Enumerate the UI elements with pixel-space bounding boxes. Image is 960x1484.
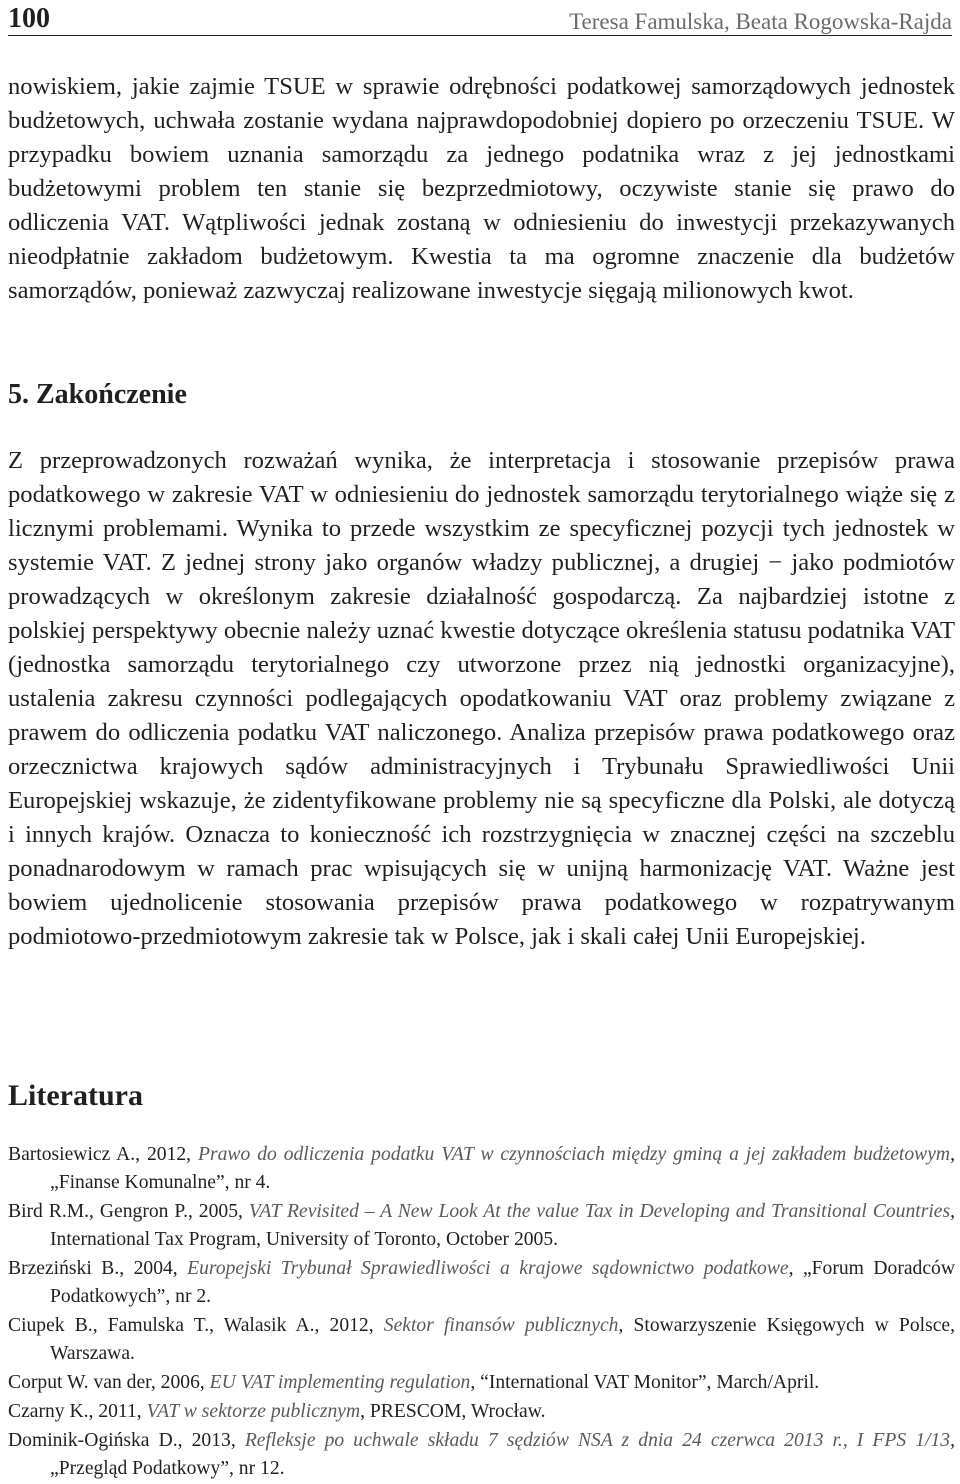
body-paragraph-1: nowiskiem, jakie zajmie TSUE w sprawie odrębności podatkowej samorządowych jednostek budżetowych, uchwała zostanie wydana najprawdopodobniej dopiero po orzeczeniu TSUE. W przypadku bowiem uznania samorządu za jednego podatnika wraz z jej jednostkami budżetowymi problem ten stanie się bezprzedmiotowy, oczywiste stanie się prawo do odliczenia VAT. Wątpliwości jednak zostaną w odniesieniu do inwestycji przekazywanych nieodpłatnie zakładom budżetowym. Kwestia ta ma ogromne znaczenie dla budżetów samorządów, ponieważ zazwyczaj realizowane inwestycje sięgają milionowych kwot. [8, 73, 955, 304]
reference-title: Refleksje po uchwale składu 7 sędziów NSA z dnia 24 czerwca 2013 r., I FPS 1/13 [244, 1430, 951, 1451]
section-heading-literature: Literatura [8, 1079, 143, 1112]
reference-author: Ciupek B., Famulska T., Walasik A., 2012, [8, 1315, 384, 1336]
reference-details: , “International VAT Monitor”, March/April. [470, 1372, 820, 1393]
running-head: Teresa Famulska, Beata Rogowska-Rajda [569, 9, 952, 34]
reference-author: Brzeziński B., 2004, [8, 1258, 188, 1279]
reference-item [8, 1198, 955, 1254]
reference-title: Sektor finansów publicznych [383, 1315, 619, 1336]
reference-details: , PRESCOM, Wrocław. [360, 1401, 546, 1422]
section-heading-conclusion: 5. Zakończenie [8, 379, 187, 410]
page-header [8, 0, 952, 36]
reference-title: VAT w sektorze publicznym [146, 1401, 361, 1422]
reference-item [8, 1255, 955, 1311]
reference-item [8, 1312, 955, 1368]
reference-title: VAT Revisited – A New Look At the value Tax in Developing and Transitional Countries [248, 1201, 951, 1222]
reference-author: Dominik-Ogińska D., 2013, [8, 1430, 245, 1451]
body-paragraph-2: Z przeprowadzonych rozważań wynika, że interpretacja i stosowanie przepisów prawa podatkowego w zakresie VAT w odniesieniu do jednostek samorządu terytorialnego wiąże się z licznymi problemami. Wynika to przede wszystkim ze specyficznej pozycji tych jednostek w systemie VAT. Z jednej strony jako organów władzy publicznej, a drugiej − jako podmiotów prowadzących w określonym zakresie działalność gospodarczą. Za najbardziej istotne z polskiej perspektywy obecnie należy uznać kwestie dotyczące określenia statusu podatnika VAT (jednostka samorządu terytorialnego czy utworzone przez nią jednostki organizacyjne), ustalenia zakresu czynności podlegających opodatkowaniu VAT oraz problemy związane z prawem do odliczenia podatku VAT naliczonego. Analiza przepisów prawa podatkowego oraz orzecznictwa krajowych sądów administracyjnych i Trybunału Sprawiedliwości Unii Europejskiej wskazuje, że zidentyfikowane problemy nie są specyficzne dla Polski, ale dotyczą i innych krajów. Oznacza to konieczność ich rozstrzygnięcia w znacznej części na szczeblu ponadnarodowym w ramach prac wpisujących się w unijną harmonizację VAT. Ważne jest bowiem ujednolicenie stosowania przepisów prawa podatkowego w rozpatrywanym podmiotowo-przedmiotowym zakresie tak w Polsce, jak i skali całej Unii Europejskiej. [8, 447, 956, 950]
reference-details: , „Finanse Komunalne”, nr 4. [50, 1144, 955, 1193]
reference-title: Europejski Trybunał Sprawiedliwości a krajowe sądownictwo podatkowe [187, 1258, 789, 1279]
reference-details: , „Przegląd Podatkowy”, nr 12. [50, 1430, 955, 1479]
reference-item [8, 1141, 955, 1197]
page-number: 100 [8, 3, 50, 34]
reference-title: EU VAT implementing regulation [209, 1372, 471, 1393]
reference-author: Czarny K., 2011, [8, 1401, 147, 1422]
reference-item [8, 1398, 955, 1426]
reference-title: Prawo do odliczenia podatku VAT w czynnościach między gminą a jej zakładem budżetowym [198, 1144, 951, 1165]
reference-details: , International Tax Program, University of Toronto, October 2005. [50, 1201, 955, 1250]
reference-author: Corput W. van der, 2006, [8, 1372, 210, 1393]
reference-details: , Stowarzyszenie Księgowych w Polsce, Warszawa. [50, 1315, 955, 1364]
reference-list [8, 1141, 955, 1484]
reference-item [8, 1427, 955, 1483]
reference-item [8, 1369, 955, 1397]
reference-author: Bird R.M., Gengron P., 2005, [8, 1201, 249, 1222]
reference-author: Bartosiewicz A., 2012, [8, 1144, 199, 1165]
reference-details: , „Forum Doradców Podatkowych”, nr 2. [50, 1258, 955, 1307]
